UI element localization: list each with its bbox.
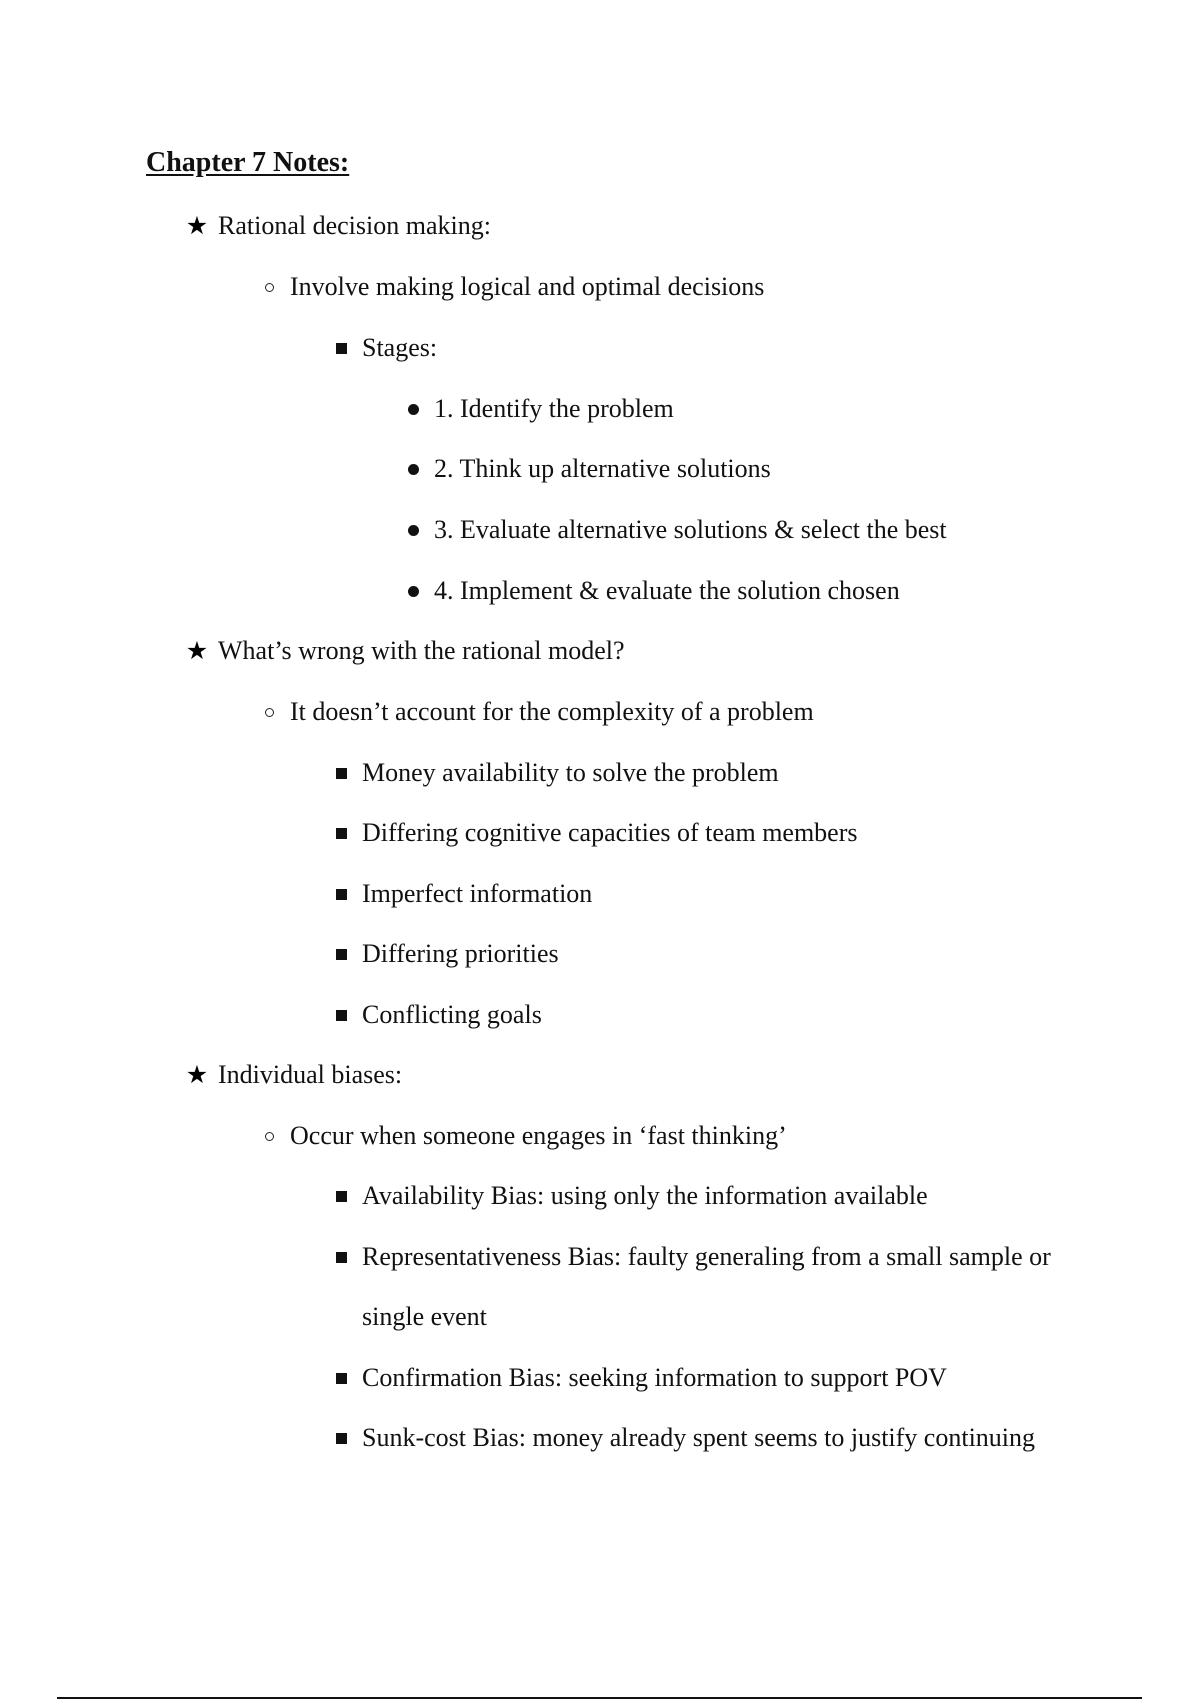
- dot-icon: [408, 464, 419, 475]
- square-icon: [336, 828, 347, 839]
- list-item-text: Confirmation Bias: seeking information to support POV: [362, 1363, 947, 1392]
- list-item-text: Representativeness Bias: faulty generaling from a small sample or: [362, 1242, 1051, 1271]
- square-icon: [336, 1433, 347, 1444]
- dot-icon: [408, 525, 419, 536]
- list-item-text: Conflicting goals: [362, 1000, 542, 1029]
- list-item-text: Involve making logical and optimal decisions: [290, 272, 765, 301]
- square-icon: [336, 1373, 347, 1384]
- section-heading-text: Rational decision making:: [218, 211, 491, 240]
- list-item-text: 4. Implement & evaluate the solution chosen: [434, 576, 900, 605]
- page-title: Chapter 7 Notes:: [146, 147, 350, 178]
- square-icon: [336, 1191, 347, 1202]
- list-item-text: Money availability to solve the problem: [362, 758, 779, 787]
- list-item-text: Imperfect information: [362, 879, 593, 908]
- dot-icon: [408, 404, 419, 415]
- list-item-text: 2. Think up alternative solutions: [434, 454, 771, 483]
- list-item-text: Sunk-cost Bias: money already spent seems to justify continuing: [362, 1423, 1036, 1452]
- list-item-text: Availability Bias: using only the information available: [362, 1181, 928, 1210]
- list-item-text: 1. Identify the problem: [434, 394, 674, 423]
- hollow-circle-icon: [265, 283, 274, 292]
- square-icon: [336, 949, 347, 960]
- list-item-text: Differing cognitive capacities of team members: [362, 818, 858, 847]
- bottom-divider: [57, 1697, 1142, 1699]
- list-item-text: Differing priorities: [362, 939, 559, 968]
- section-heading-text: What’s wrong with the rational model?: [218, 636, 625, 665]
- square-icon: [336, 343, 347, 354]
- dot-icon: [408, 586, 419, 597]
- hollow-circle-icon: [265, 1132, 274, 1141]
- square-icon: [336, 1252, 347, 1263]
- square-icon: [336, 768, 347, 779]
- list-item-text: 3. Evaluate alternative solutions & select the best: [434, 515, 947, 544]
- square-icon: [336, 889, 347, 900]
- star-icon: ★: [185, 1060, 209, 1089]
- list-item-text: Occur when someone engages in ‘fast thinking’: [290, 1121, 787, 1150]
- star-icon: ★: [185, 211, 209, 240]
- square-icon: [336, 1010, 347, 1021]
- section-heading-text: Individual biases:: [218, 1060, 403, 1089]
- list-item-text: single event: [362, 1302, 487, 1331]
- star-icon: ★: [185, 636, 209, 665]
- hollow-circle-icon: [265, 708, 274, 717]
- list-item-text: It doesn’t account for the complexity of a problem: [290, 697, 814, 726]
- list-item-text: Stages:: [362, 333, 438, 362]
